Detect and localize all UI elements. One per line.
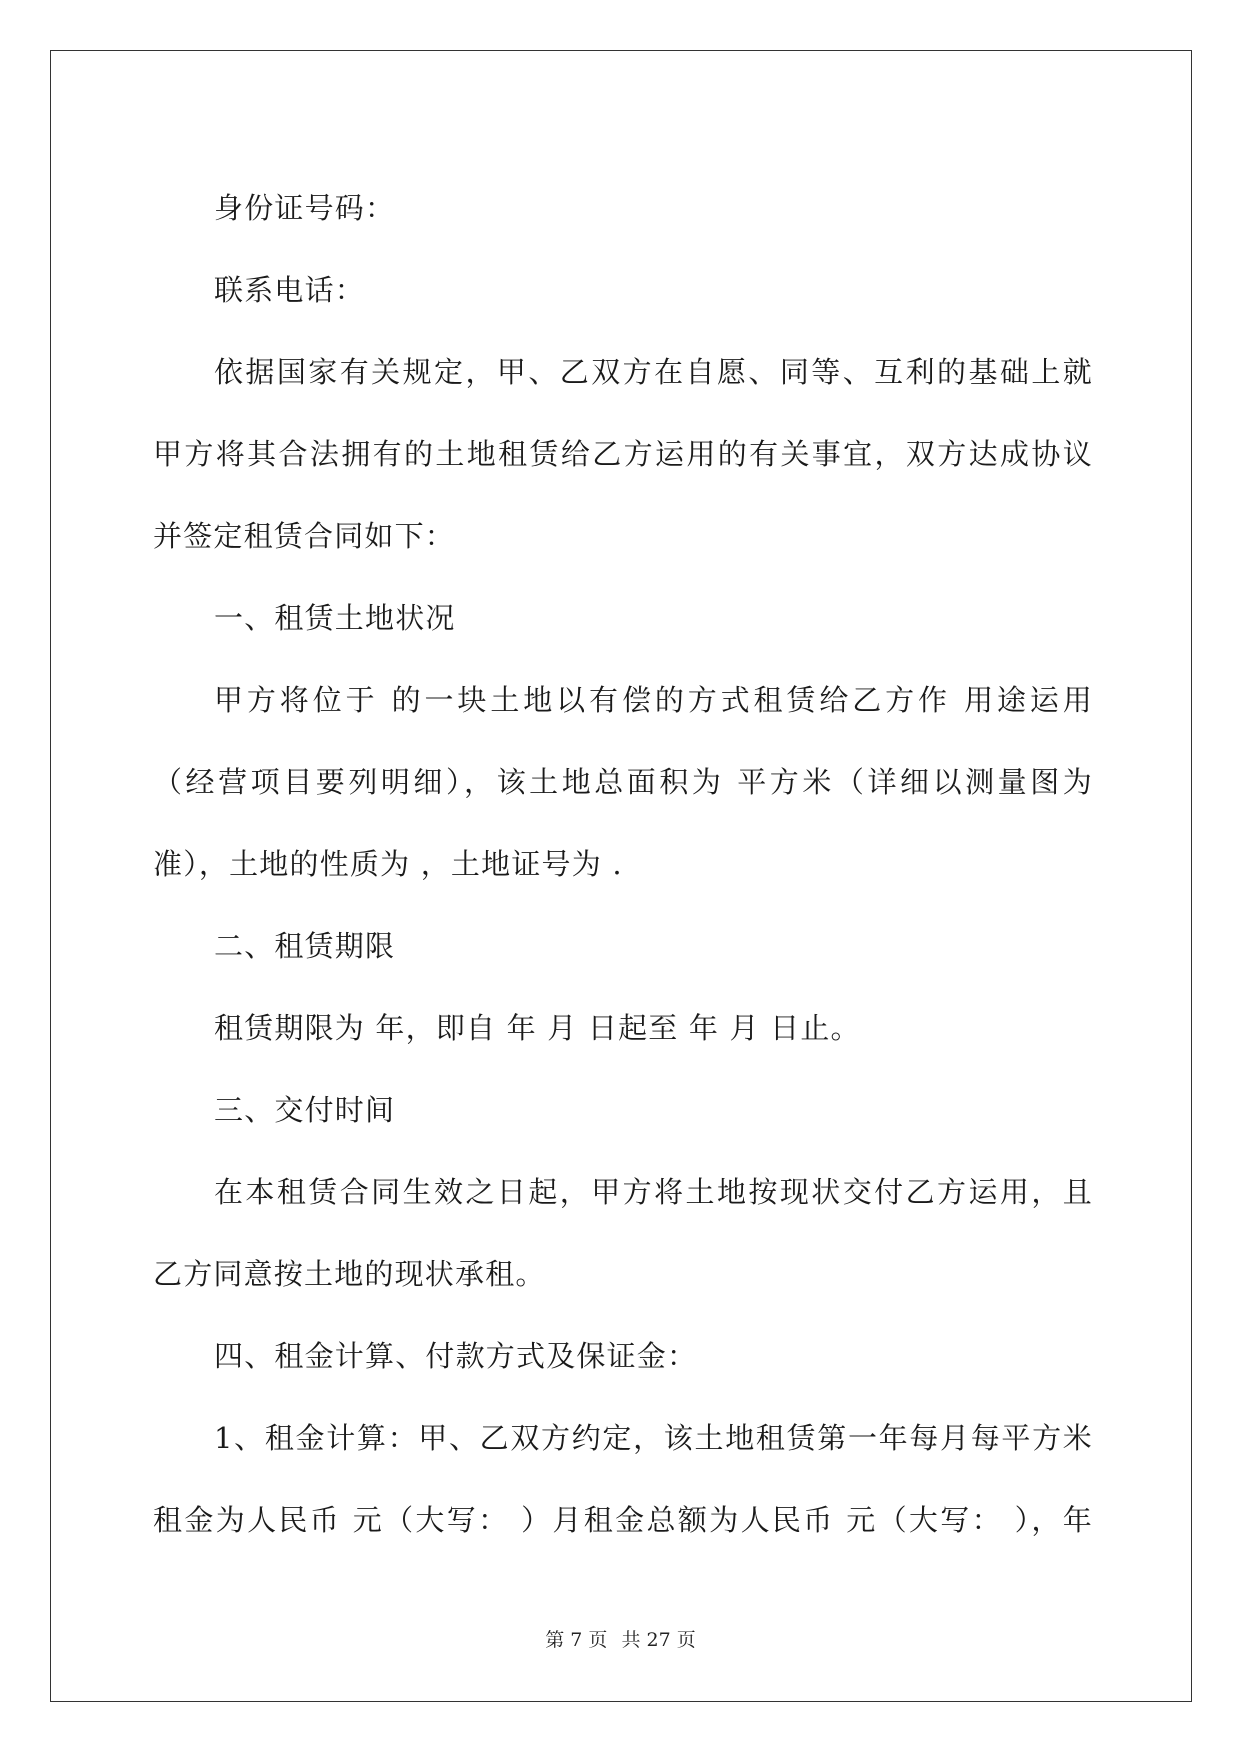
text-line: 一、租赁土地状况 [214,601,456,635]
page-number: 第 7 页 [545,1629,608,1651]
text-line: 三、交付时间 [214,1093,396,1127]
text-line: 准），土地的性质为 ，土地证号为 . [153,847,623,881]
document-body [153,167,1093,1561]
text-line: 租赁期限为 年，即自 年 月 日起至 年 月 日止。 [214,1011,861,1045]
text-line: （经营项目要列明细），该土地总面积为 平方米（详细以测量图为 [153,765,1093,799]
text-line: 租金为人民币 元（大写： ）月租金总额为人民币 元（大写： ），年 [153,1503,1093,1537]
text-line: 联系电话： [214,273,366,307]
text-line: 二、租赁期限 [214,929,396,963]
text-line: 乙方同意按土地的现状承租。 [153,1257,546,1291]
text-line: 依据国家有关规定，甲、乙双方在自愿、同等、互利的基础上就 [214,355,1093,389]
text-line: 甲方将位于 的一块土地以有偿的方式租赁给乙方作 用途运用 [214,683,1093,717]
page-footer [0,1625,1241,1652]
text-line: 四、租金计算、付款方式及保证金： [214,1339,698,1373]
text-line: 1、租金计算：甲、乙双方约定，该土地租赁第一年每月每平方米 [214,1421,1093,1455]
page-total: 共 27 页 [621,1629,696,1651]
text-line: 身份证号码： [214,191,396,225]
text-line: 甲方将其合法拥有的土地租赁给乙方运用的有关事宜，双方达成协议 [153,437,1093,471]
text-line: 在本租赁合同生效之日起，甲方将土地按现状交付乙方运用，且 [214,1175,1093,1209]
text-line: 并签定租赁合同如下： [153,519,456,553]
